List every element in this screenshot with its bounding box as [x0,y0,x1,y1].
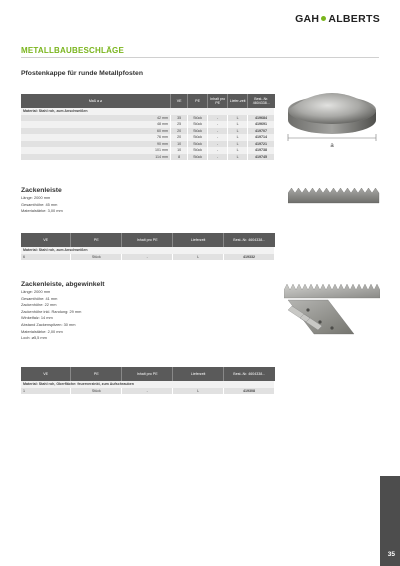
spike-strip-image [288,187,380,205]
cell: 10 [171,141,188,148]
cell: 419707 [247,128,274,135]
cell: L [228,134,248,141]
post-cap-image [282,78,382,150]
cell: - [207,121,228,128]
brand-left: GAH [295,13,320,25]
cell: 48 mm [21,121,171,128]
p2-col-lieferzeit: Lieferzeit [173,233,224,247]
p3-col-inhalt: Inhalt pro PE [122,367,173,381]
cell: Stück [188,121,208,128]
p3-col-ve: VE [21,367,71,381]
cell: 419308 [224,388,275,395]
cell: - [207,154,228,161]
spec-line: Winkelfalz: 14 mm [21,315,53,321]
cell: L [228,141,248,148]
spec-line: Zackenhöhe inkl. Randung: 29 mm [21,308,82,314]
p3-col-bestnr: Best.-Nr. 4604338... [224,367,275,381]
p3-col-lieferzeit: Lieferzeit [173,367,224,381]
cell: Stück [71,254,122,261]
brand-dot-icon [321,16,326,21]
product1-title: Pfostenkappe für runde Metallpfosten [21,70,143,77]
cell: - [207,134,228,141]
page-number: 35 [387,551,395,558]
cell: - [207,115,228,122]
cell: 90 mm [21,141,171,148]
spec-line: Gesamthöhe: 45 mm [21,201,58,207]
spec-line: Gesamthöhe: 41 mm [21,295,58,301]
cell: L [228,115,248,122]
p2-col-bestnr: Best.-Nr. 4604338... [224,233,275,247]
p1-col-inhalt: Inhalt pro PE [207,94,228,108]
p1-col-pe: PE [188,94,208,108]
cell: 114 mm [21,154,171,161]
p2-material: Material: Stahl roh, zum Anschweißen [21,247,275,254]
table-row [21,154,275,161]
cell: 419745 [247,154,274,161]
p3-material: Material: Stahl roh, Oberfläche: feuerverzinkt, zum Aufschrauben [21,381,275,388]
p3-col-pe: PE [71,367,122,381]
p2-col-ve: VE [21,233,71,247]
product2-title: Zackenleiste [21,187,62,194]
cell: 20 [171,134,188,141]
spec-line: Materialstärke: 3,00 mm [21,208,63,214]
cell: 35 [171,115,188,122]
spec-line: Materialstärke: 2,00 mm [21,328,63,334]
cell: Stück [188,147,208,154]
table-row [21,388,275,395]
spec-line: Loch: ⌀5,5 mm [21,335,47,341]
cell: L [228,154,248,161]
product3-table [21,367,275,394]
cell: - [122,388,173,395]
cell: - [122,254,173,261]
dimension-label-a: a [330,143,334,149]
cell: L [228,128,248,135]
table-row [21,254,275,261]
product2-specs [21,195,63,215]
cell: L [228,121,248,128]
cell: Stück [188,128,208,135]
p1-col-bestnr: Best.-Nr. 4604338... [247,94,274,108]
cell: Stück [188,154,208,161]
cell: 419691 [247,121,274,128]
cell: 76 mm [21,134,171,141]
spec-line: Länge: 2000 mm [21,289,51,294]
cell: 60 mm [21,128,171,135]
cell: - [207,147,228,154]
product3-title: Zackenleiste, abgewinkelt [21,281,105,288]
cell: 419721 [247,141,274,148]
section-divider [21,57,379,58]
cell: L [173,254,224,261]
spec-line: Abstand Zackenspitzen: 30 mm [21,321,76,327]
brand-right: ALBERTS [328,13,380,25]
spec-line: Zackenhöhe: 22 mm [21,302,57,308]
cell: Stück [71,388,122,395]
cell: - [207,141,228,148]
cell: Stück [188,115,208,122]
spec-line: Länge: 2000 mm [21,195,51,200]
product2-table [21,233,275,260]
p2-col-pe: PE [71,233,122,247]
p1-material: Material: Stahl roh, zum Anschweißen [21,108,275,115]
cell: L [228,147,248,154]
p1-col-dim: Maß a ⌀ [21,94,171,108]
angled-spike-strip-image [284,280,380,340]
p1-col-lieferzeit: Liefer-zeit [228,94,248,108]
cell: 10 [171,147,188,154]
cell: 8 [171,154,188,161]
product3-specs [21,289,81,342]
cell: 419738 [247,147,274,154]
cell: 20 [171,128,188,135]
cell: Stück [188,141,208,148]
cell: 6 [21,254,71,261]
product1-table [21,94,275,160]
cell: 42 mm [21,115,171,122]
brand-logo [295,13,380,25]
cell: 419684 [247,115,274,122]
cell: 1 [21,388,71,395]
p1-col-ve: VE [171,94,188,108]
page-number-tab [380,476,400,566]
cell: 419714 [247,134,274,141]
cell: Stück [188,134,208,141]
section-title: METALLBAUBESCHLÄGE [21,46,125,55]
cell: 419332 [224,254,275,261]
cell: 25 [171,121,188,128]
p2-col-inhalt: Inhalt pro PE [122,233,173,247]
cell: - [207,128,228,135]
cell: 101 mm [21,147,171,154]
cell: L [173,388,224,395]
